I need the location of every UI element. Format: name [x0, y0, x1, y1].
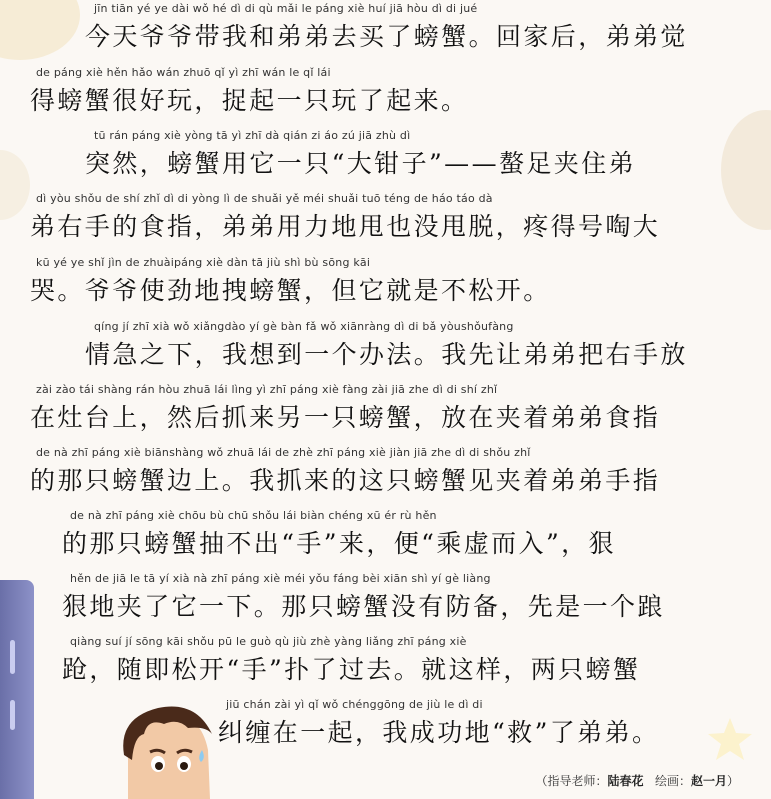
boy-illustration: [118, 700, 218, 799]
background-blob-left: [0, 150, 30, 220]
hanzi-row: 狠地夹了它一下。那只螃蟹没有防备，先是一个踉: [62, 592, 665, 621]
credit-line: [535, 772, 739, 789]
pinyin-row: kū yé ye shǐ jìn de zhuàipáng xiè dàn tā jiù shì bù sōng kāi: [36, 256, 371, 269]
fridge-handle: [10, 640, 15, 674]
hanzi-row: 得螃蟹很好玩，捉起一只玩了起来。: [30, 86, 469, 115]
hanzi-row: 的那只螃蟹抽不出“手”来，便“乘虚而入”，狠: [62, 529, 616, 558]
pinyin-row: jīn tiān yé ye dài wǒ hé dì di qù mǎi le páng xiè huí jiā hòu dì di jué: [94, 2, 478, 15]
fridge-illustration: [0, 580, 34, 799]
pinyin-row: qiàng suí jí sōng kāi shǒu pū le guò qù jiù zhè yàng liǎng zhī páng xiè: [70, 635, 467, 648]
hanzi-row: 情急之下，我想到一个办法。我先让弟弟把右手放: [85, 340, 688, 369]
hanzi-row: 的那只螃蟹边上。我抓来的这只螃蟹见夹着弟弟手指: [30, 466, 661, 495]
teacher-name: 陆春花: [607, 774, 644, 788]
background-blob-right: [721, 110, 771, 230]
artist-label: 绘画：: [654, 774, 691, 788]
star-decoration-icon: [707, 716, 753, 762]
pinyin-row: zài zào tái shàng rán hòu zhuā lái lìng yì zhī páng xiè fàng zài jiā zhe dì di shí zhǐ: [36, 383, 498, 396]
background-blob-top-left: [0, 0, 80, 60]
teacher-label: 指导老师：: [547, 774, 608, 788]
pinyin-row: de nà zhī páng xiè biānshàng wǒ zhuā lái de zhè zhī páng xiè jiàn jiā zhe dì di shǒu zhǐ: [36, 446, 531, 459]
hanzi-row: 哭。爷爷使劲地拽螃蟹，但它就是不松开。: [30, 276, 551, 305]
credit-open-paren: （: [535, 774, 548, 788]
hanzi-row: 今天爷爷带我和弟弟去买了螃蟹。回家后，弟弟觉: [85, 22, 688, 51]
pinyin-row: tū rán páng xiè yòng tā yì zhī dà qián zi áo zú jiā zhù dì: [94, 129, 411, 142]
pinyin-row: jiū chán zài yì qǐ wǒ chénggōng de jiù le dì di: [226, 698, 483, 711]
credit-close-paren: ）: [726, 774, 739, 788]
hanzi-row: 突然，螃蟹用它一只“大钳子”——螯足夹住弟: [85, 149, 636, 178]
pinyin-row: de nà zhī páng xiè chōu bù chū shǒu lái biàn chéng xū ér rù hěn: [70, 509, 437, 522]
hanzi-row: 弟右手的食指，弟弟用力地甩也没甩脱，疼得号啕大: [30, 212, 661, 241]
fridge-handle: [10, 700, 15, 730]
hanzi-row: 跄，随即松开“手”扑了过去。就这样，两只螃蟹: [62, 655, 641, 684]
pinyin-row: de páng xiè hěn hǎo wán zhuō qǐ yì zhī wán le qǐ lái: [36, 66, 331, 79]
pinyin-row: dì yòu shǒu de shí zhǐ dì di yòng lì de shuǎi yě méi shuǎi tuō téng de háo táo dà: [36, 192, 493, 205]
pinyin-row: hěn de jiā le tā yí xià nà zhī páng xiè méi yǒu fáng bèi xiān shì yí gè liàng: [70, 572, 491, 585]
hanzi-row: 在灶台上，然后抓来另一只螃蟹，放在夹着弟弟食指: [30, 403, 661, 432]
pinyin-row: qíng jí zhī xià wǒ xiǎngdào yí gè bàn fǎ wǒ xiānràng dì di bǎ yòushǒufàng: [94, 320, 514, 333]
hanzi-row: 纠缠在一起，我成功地“救”了弟弟。: [218, 718, 660, 747]
artist-name: 赵一月: [690, 774, 727, 788]
